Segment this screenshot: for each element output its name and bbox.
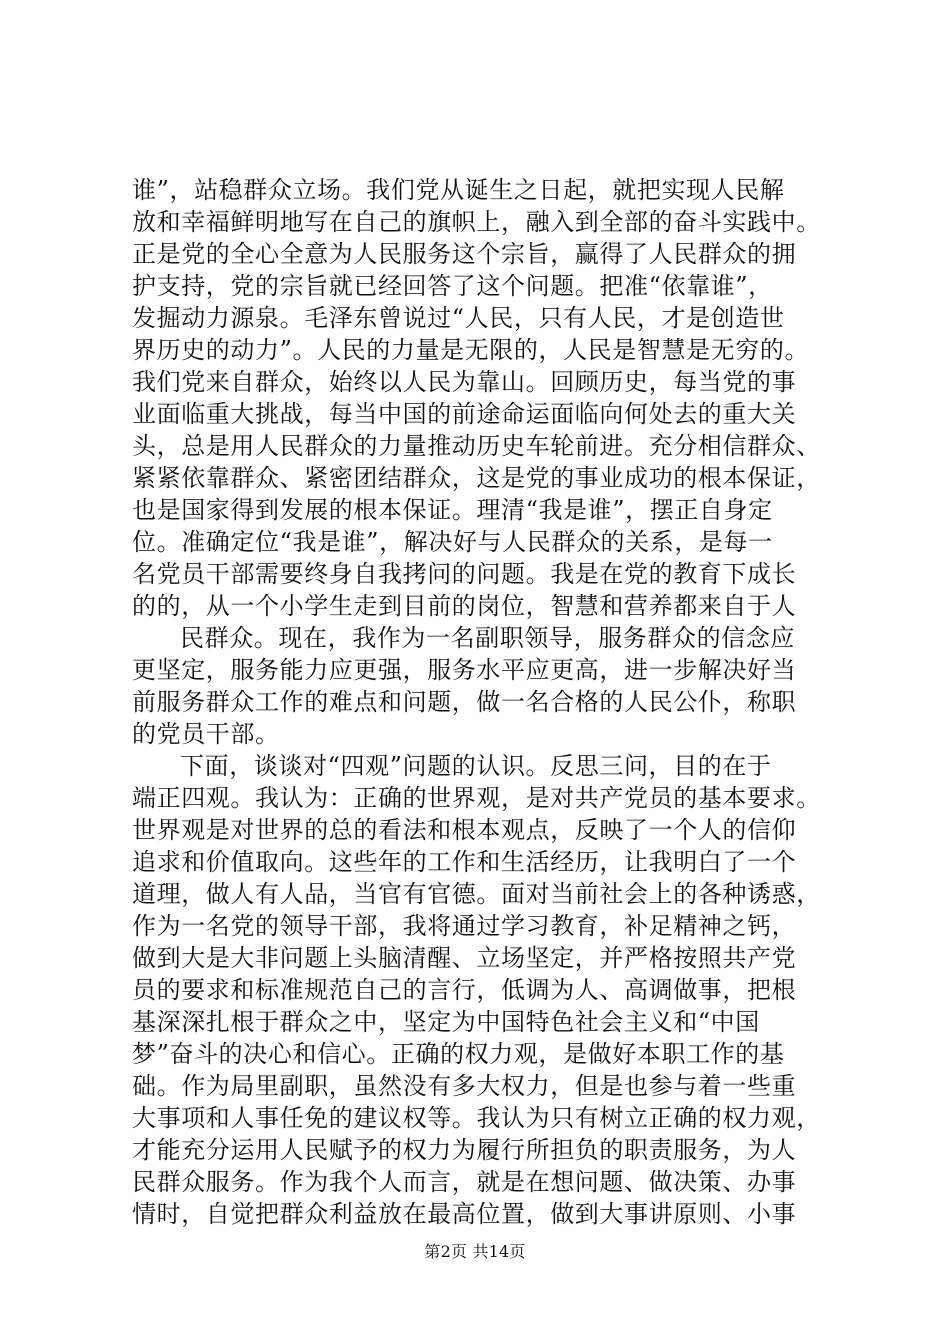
- text-line: 护支持，党的宗旨就已经回答了这个问题。把准“依靠谁”，: [132, 272, 773, 300]
- text-line: 谁”，站稳群众立场。我们党从诞生之日起，就把实现人民解: [132, 176, 785, 204]
- text-line: 民群众。现在，我作为一名副职领导，服务群众的信念应: [180, 624, 795, 652]
- body-text: [132, 174, 832, 1230]
- text-line: 础。作为局里副职，虽然没有多大权力，但是也参与着一些重: [132, 1072, 797, 1100]
- text-line: 梦”奋斗的决心和信心。正确的权力观，是做好本职工作的基: [132, 1040, 785, 1068]
- text-line: 才能充分运用人民赋予的权力为履行所担负的职责服务，为人: [132, 1136, 797, 1164]
- text-line: 名党员干部需要终身自我拷问的问题。我是在党的教育下成长: [132, 560, 797, 588]
- text-line: 位。准确定位“我是谁”，解决好与人民群众的关系，是每一: [132, 528, 773, 556]
- text-line: 情时，自觉把群众利益放在最高位置，做到大事讲原则、小事: [132, 1200, 797, 1228]
- text-line: 民群众服务。作为我个人而言，就是在想问题、做决策、办事: [132, 1168, 797, 1196]
- text-line: 大事项和人事任免的建议权等。我认为只有树立正确的权力观，: [132, 1104, 821, 1132]
- text-line: 业面临重大挑战，每当中国的前途命运面临向何处去的重大关: [132, 400, 797, 428]
- text-line: 的的，从一个小学生走到目前的岗位，智慧和营养都来自于人: [132, 592, 797, 620]
- text-line: 员的要求和标准规范自己的言行，低调为人、高调做事，把根: [132, 976, 797, 1004]
- text-line: 的党员干部。: [132, 720, 280, 748]
- text-line: 下面，谈谈对“四观”问题的认识。反思三问，目的在于: [180, 752, 772, 780]
- text-line: 追求和价值取向。这些年的工作和生活经历，让我明白了一个: [132, 848, 797, 876]
- text-line: 世界观是对世界的总的看法和根本观点，反映了一个人的信仰: [132, 816, 797, 844]
- text-line: 也是国家得到发展的根本保证。理清“我是谁”，摆正自身定: [132, 496, 773, 524]
- text-line: 更坚定，服务能力应更强，服务水平应更高，进一步解决好当: [132, 656, 797, 684]
- text-line: 界历史的动力”。人民的力量是无限的，人民是智慧是无穷的。: [132, 336, 810, 364]
- text-line: 紧紧依靠群众、紧密团结群众，这是党的事业成功的根本保证，: [132, 464, 821, 492]
- text-line: 道理，做人有人品，当官有官德。面对当前社会上的各种诱惑，: [132, 880, 821, 908]
- text-line: 作为一名党的领导干部，我将通过学习教育，补足精神之钙，: [132, 912, 797, 940]
- text-line: 基深深扎根于群众之中，坚定为中国特色社会主义和“中国: [132, 1008, 760, 1036]
- text-line: 发掘动力源泉。毛泽东曾说过“人民，只有人民，才是创造世: [132, 304, 785, 332]
- text-line: 放和幸福鲜明地写在自己的旗帜上，融入到全部的奋斗实践中。: [132, 208, 821, 236]
- text-line: 端正四观。我认为：正确的世界观，是对共产党员的基本要求。: [132, 784, 821, 812]
- text-line: 前服务群众工作的难点和问题，做一名合格的人民公仆，称职: [132, 688, 797, 716]
- page-number-footer: 第2页 共14页: [424, 1242, 526, 1261]
- text-line: 头，总是用人民群众的力量推动历史车轮前进。充分相信群众、: [132, 432, 821, 460]
- text-line: 我们党来自群众，始终以人民为靠山。回顾历史，每当党的事: [132, 368, 797, 396]
- text-line: 做到大是大非问题上头脑清醒、立场坚定，并严格按照共产党: [132, 944, 797, 972]
- text-line: 正是党的全心全意为人民服务这个宗旨，赢得了人民群众的拥: [132, 240, 797, 268]
